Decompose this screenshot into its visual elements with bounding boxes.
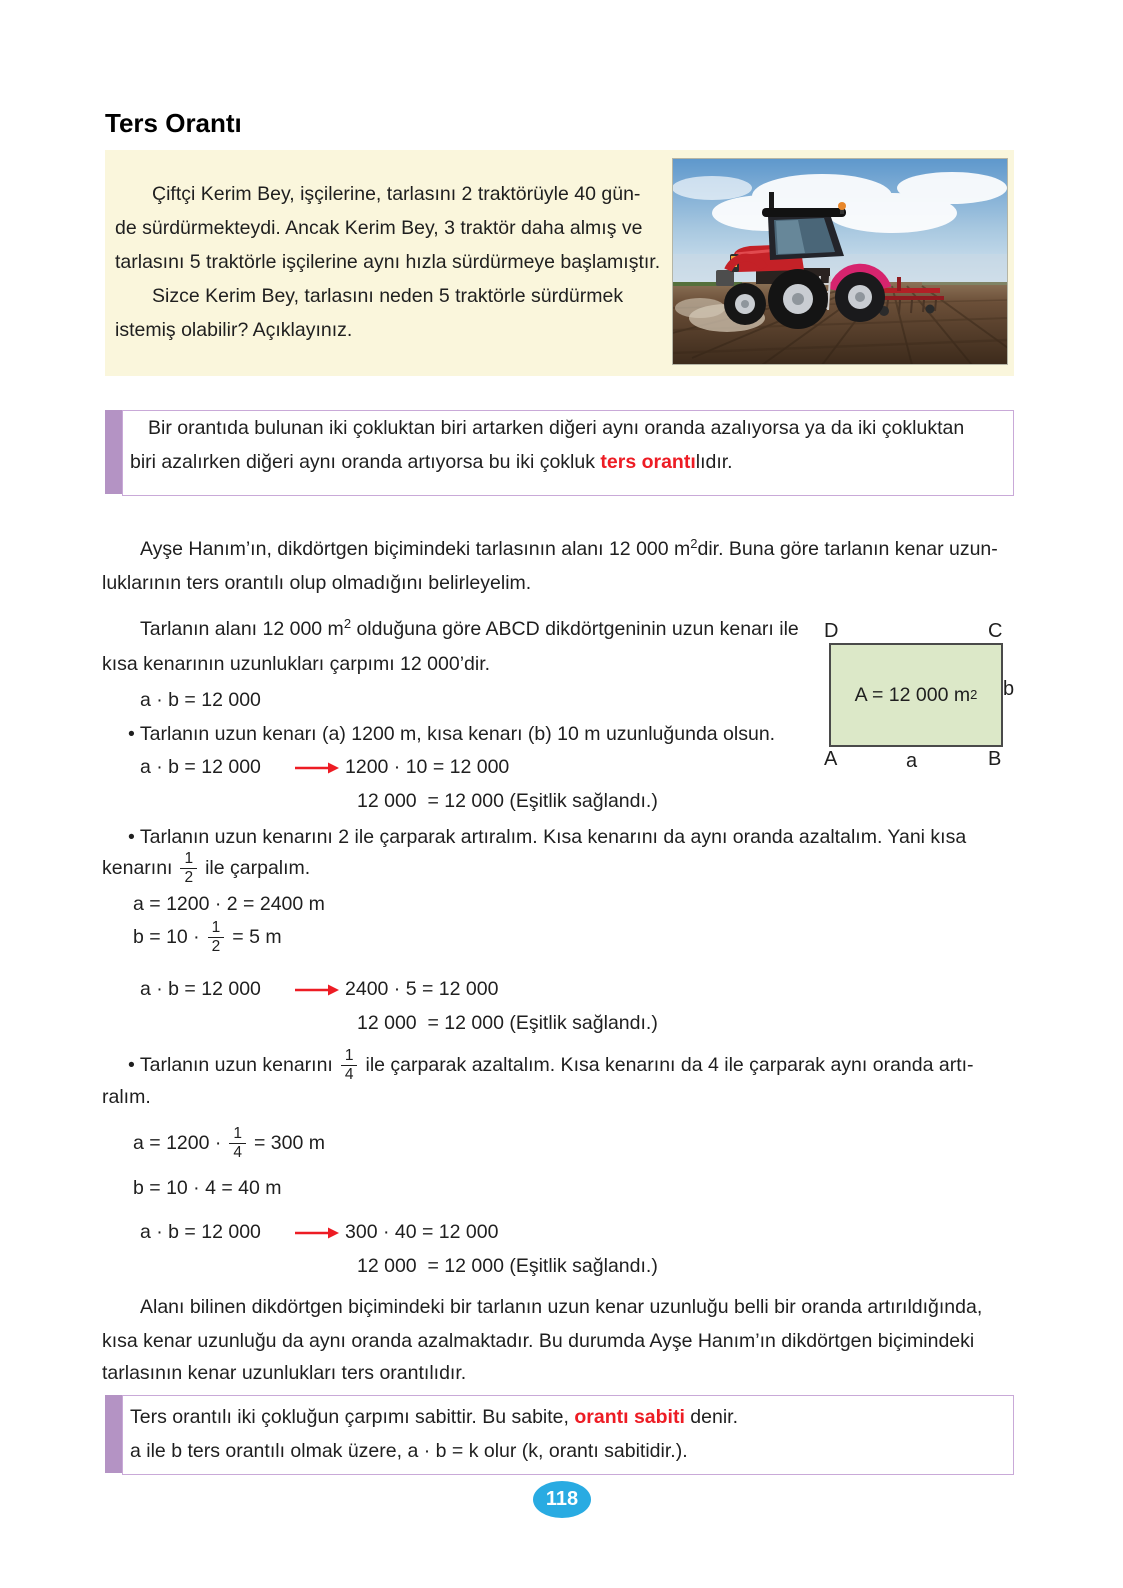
figure-rectangle-field: A = 12 000 m 2 xyxy=(829,643,1003,747)
equation-b: b = 10 · 4 = 40 m xyxy=(133,1177,282,1199)
bullet-line-fraction: kenarını $\frac{1}{2}$ ile çarpalım. xyxy=(102,850,311,886)
equation-a: a = 1200 · 2 = 2400 m xyxy=(133,893,325,915)
definition-line: Bir orantıda bulunan iki çokluktan biri artarken diğeri aynı oranda azalıyorsa ya da iki çokluktan xyxy=(148,417,965,439)
fraction-one-half: $\frac{1}{2}$ xyxy=(180,850,197,886)
paragraph-line: tarlasının kenar uzunlukları ters orantılıdır. xyxy=(102,1362,467,1384)
intro-line: tarlasını 5 traktörle işçilerine aynı hızla sürdürmeye başlamıştır. xyxy=(115,251,661,273)
paragraph-line: kısa kenar uzunluğu da aynı oranda azalmaktadır. Bu durumda Ayşe Hanım’ın dikdörtgen biçimindeki xyxy=(102,1330,975,1352)
equality-result: 12 000 = 12 000 (Eşitlik sağlandı.) xyxy=(357,1012,658,1034)
red-arrow-icon xyxy=(295,761,339,775)
bullet-line: • Tarlanın uzun kenarı (a) 1200 m, kısa kenarı (b) 10 m uzunluğunda olsun. xyxy=(128,723,776,745)
bullet-line-fraction: • Tarlanın uzun kenarını $\frac{1}{4}$ ile çarparak azaltalım. Kısa kenarını da 4 ile çarparak aynı oranda artı- xyxy=(128,1047,974,1083)
intro-line: istemiş olabilir? Açıklayınız. xyxy=(115,319,353,341)
figure-corner-c: C xyxy=(988,620,1003,642)
paragraph-line: kısa kenarının uzunlukları çarpımı 12 000’dir. xyxy=(102,653,491,675)
equation-check: 1200 · 10 = 12 000 xyxy=(345,756,510,778)
definition-accent-bar xyxy=(105,410,122,494)
figure-corner-d: D xyxy=(824,620,839,642)
bullet-continuation: ralım. xyxy=(102,1086,151,1108)
definition-line: biri azalırken diğeri aynı oranda artıyorsa bu iki çokluk ters orantılıdır. xyxy=(130,451,733,473)
figure-corner-a: A xyxy=(824,748,838,770)
equation-check: 2400 · 5 = 12 000 xyxy=(345,978,499,1000)
equation-ab: a · b = 12 000 xyxy=(140,756,261,778)
figure-side-a: a xyxy=(906,750,918,772)
intro-line: Sizce Kerim Bey, tarlasını neden 5 traktörle sürdürmek xyxy=(152,285,624,307)
equation-b-fraction: b = 10 · $\frac{1}{2}$ = 5 m xyxy=(133,919,282,955)
paragraph-line: Ayşe Hanım’ın, dikdörtgen biçimindeki tarlasının alanı 12 000 $m^2dir$. Buna göre tarlanın kenar uzun- xyxy=(140,536,998,560)
equation-ab: a · b = 12 000 xyxy=(140,1221,261,1243)
superscript-2: 2 xyxy=(690,536,698,551)
highlight-ters-oranti: ters orantı xyxy=(600,451,696,473)
equation-a-fraction: a = 1200 · $\frac{1}{4}$ = 300 m xyxy=(133,1125,325,1161)
page-title: Ters Orantı xyxy=(105,108,242,138)
equality-result: 12 000 = 12 000 (Eşitlik sağlandı.) xyxy=(357,790,658,812)
intro-line: Çiftçi Kerim Bey, işçilerine, tarlasını 2 traktörüyle 40 gün- xyxy=(152,183,641,205)
equation-check: 300 · 40 = 12 000 xyxy=(345,1221,499,1243)
paragraph-line: Alanı bilinen dikdörtgen biçimindeki bir tarlanın uzun kenar uzunluğu belli bir oranda artırıldığında, xyxy=(140,1296,983,1318)
fraction-one-quarter: $\frac{1}{4}$ xyxy=(229,1125,246,1161)
figure-side-b: b xyxy=(1003,678,1015,700)
paragraph-line: Tarlanın alanı 12 000 $m^2$ olduğuna göre ABCD dikdörtgeninin uzun kenarı ile xyxy=(140,616,799,640)
intro-line: de sürdürmekteydi. Ancak Kerim Bey, 3 traktör daha almış ve xyxy=(115,217,643,239)
paragraph-line: luklarının ters orantılı olup olmadığını belirleyelim. xyxy=(102,572,532,594)
bullet-line: • Tarlanın uzun kenarını 2 ile çarparak artıralım. Kısa kenarını da aynı oranda azaltalım. Yani kısa xyxy=(128,826,967,848)
highlight-oranti-sabiti: orantı sabiti xyxy=(574,1406,685,1428)
fraction-one-half: $\frac{1}{2}$ xyxy=(208,919,225,955)
equation-ab: a · b = 12 000 xyxy=(140,978,261,1000)
red-arrow-icon xyxy=(295,983,339,997)
definition-line: Ters orantılı iki çokluğun çarpımı sabittir. Bu sabite, orantı sabiti denir. xyxy=(130,1406,739,1428)
figure-corner-b: B xyxy=(988,748,1002,770)
fraction-one-quarter: $\frac{1}{4}$ xyxy=(341,1047,358,1083)
red-arrow-icon xyxy=(295,1226,339,1240)
tractor-photo-illustration xyxy=(672,158,1008,365)
page-number-badge: 118 xyxy=(533,1481,591,1518)
equality-result: 12 000 = 12 000 (Eşitlik sağlandı.) xyxy=(357,1255,658,1277)
tractor-photo xyxy=(672,158,1008,365)
definition-accent-bar xyxy=(105,1395,122,1473)
superscript-2: 2 xyxy=(343,616,352,631)
definition-line: a ile b ters orantılı olmak üzere, a · b = k olur (k, orantı sabitidir.). xyxy=(130,1440,688,1462)
equation-ab: a · b = 12 000 xyxy=(140,689,261,711)
